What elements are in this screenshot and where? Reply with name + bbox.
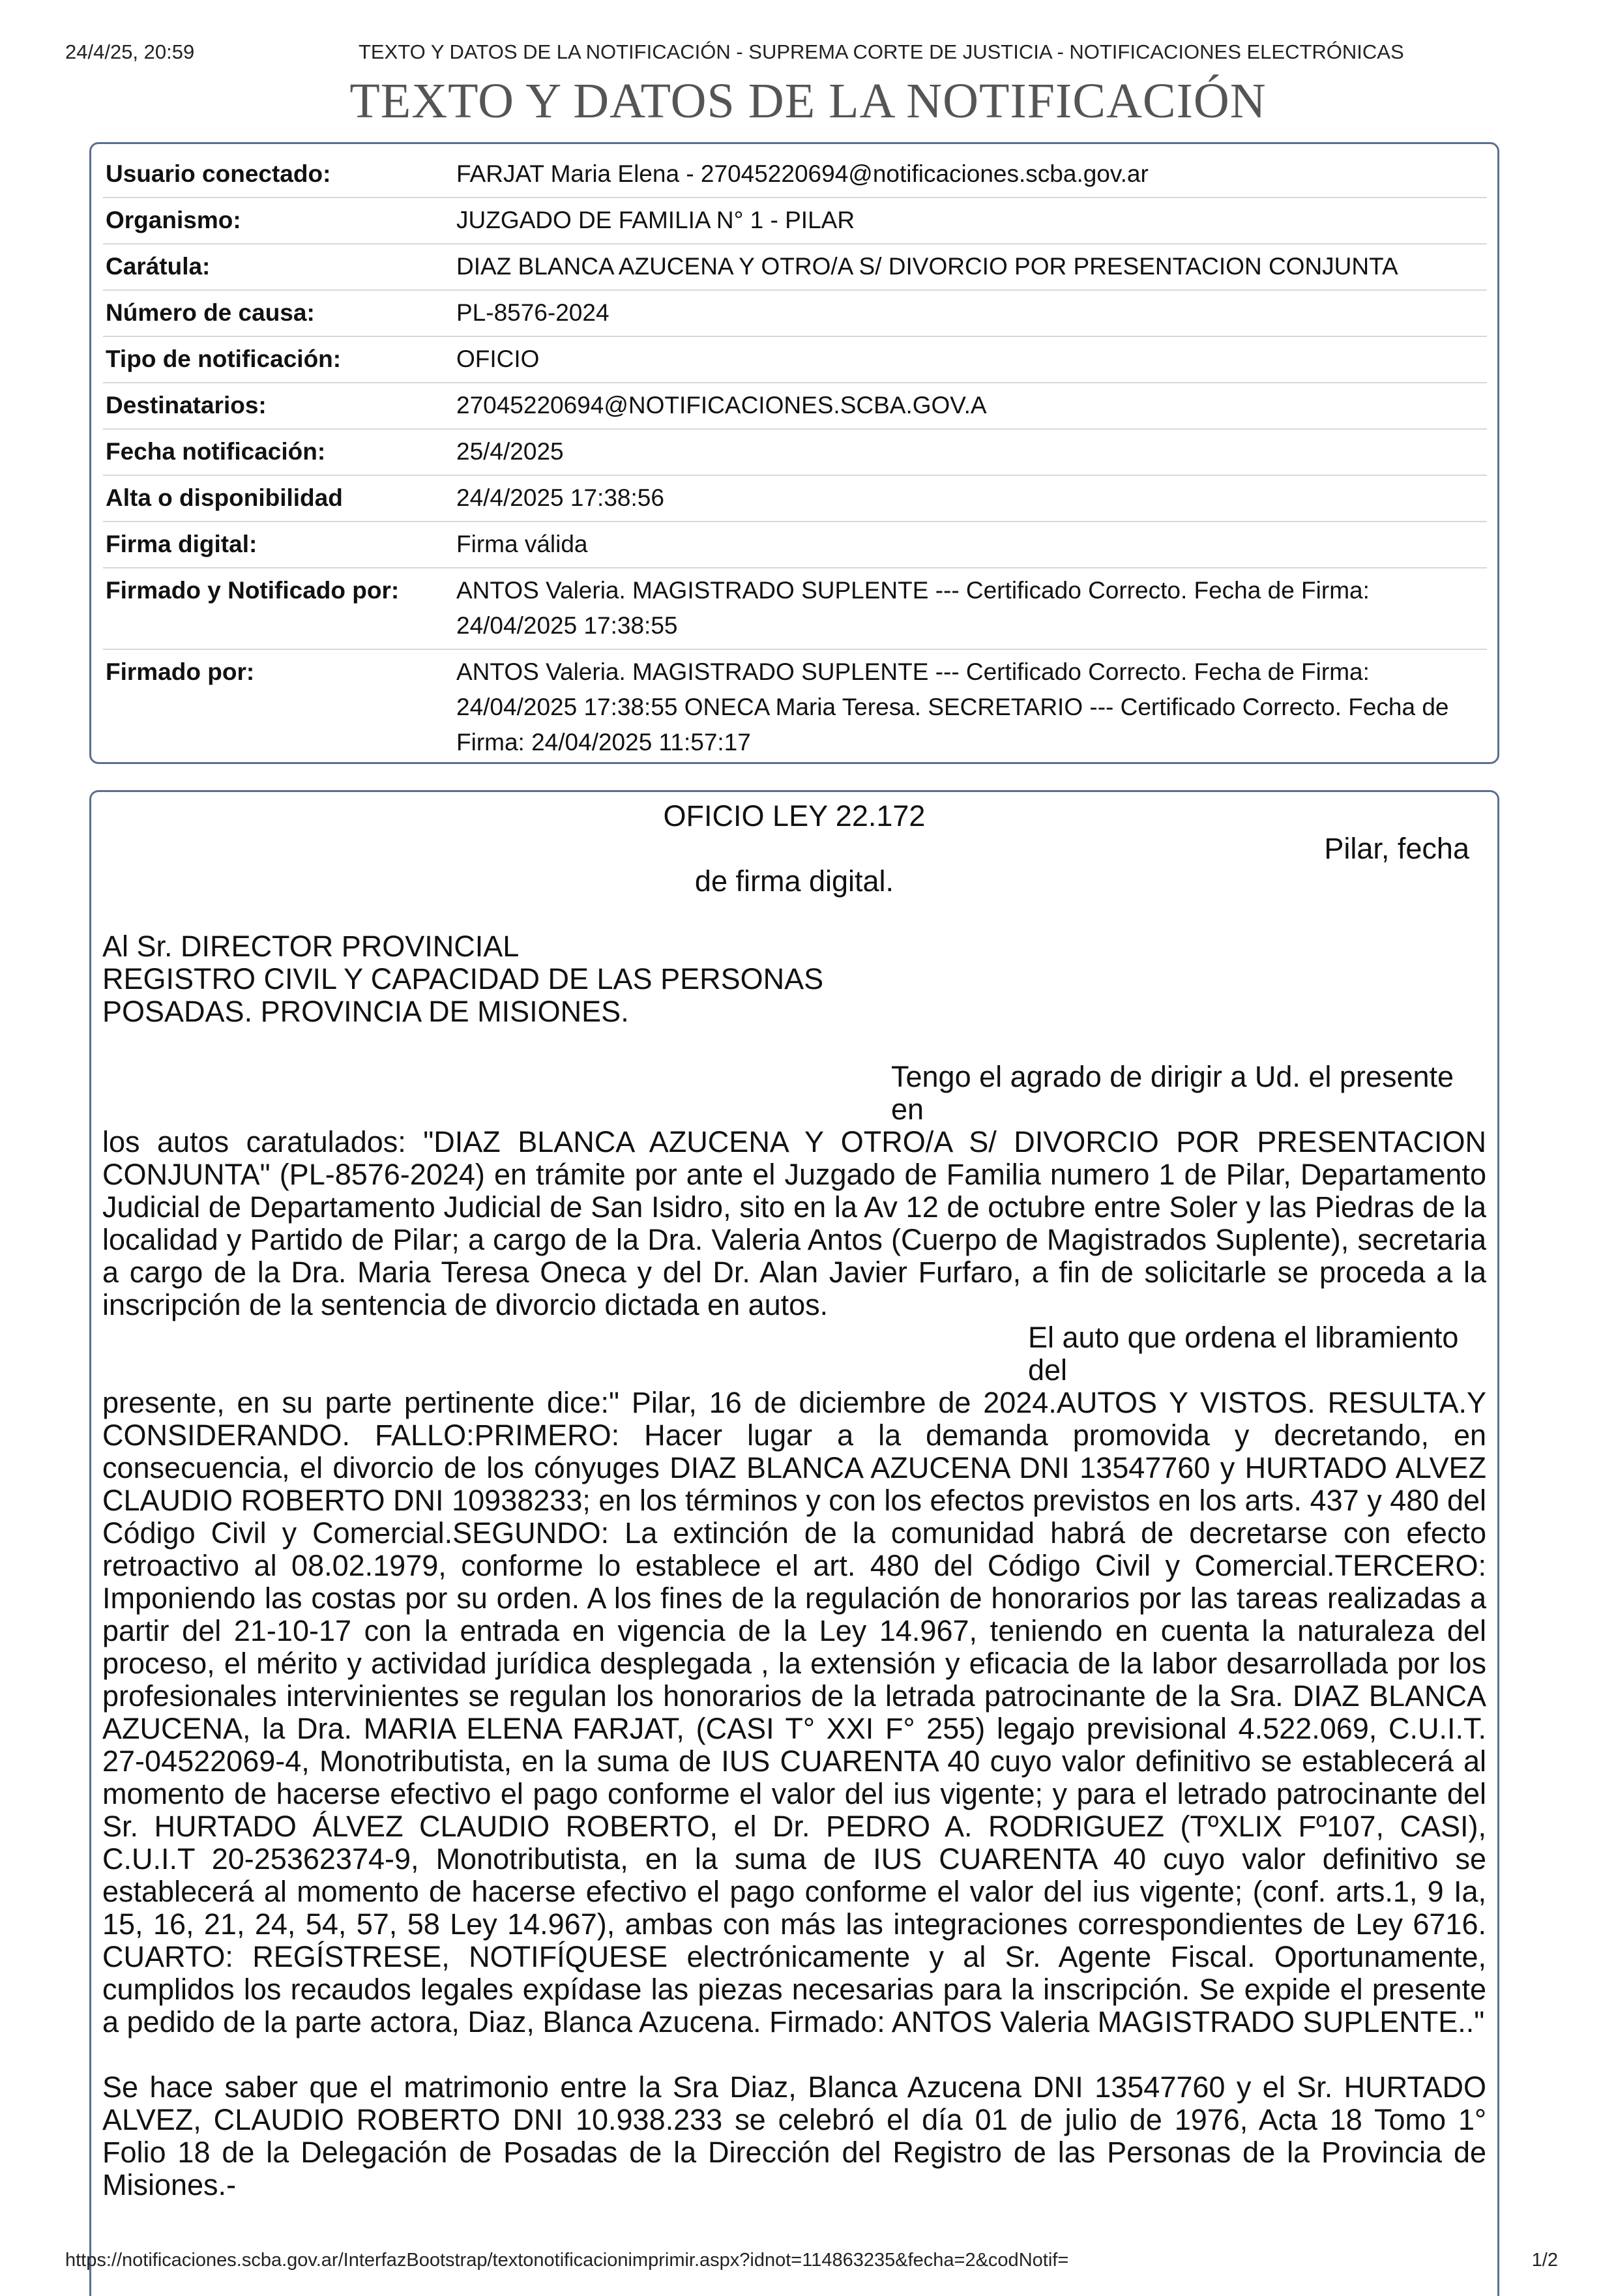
- info-label: Carátula:: [103, 244, 454, 290]
- info-row-destinatarios: [103, 383, 1487, 429]
- addressee-line: REGISTRO CIVIL Y CAPACIDAD DE LAS PERSONAS: [102, 962, 824, 995]
- page-number: 1/2: [1531, 2250, 1558, 2271]
- print-footer: [65, 2250, 1558, 2276]
- place-date-line-2: de firma digital.: [694, 864, 894, 898]
- paragraph-3: Se hace saber que el matrimonio entre la Sra Diaz, Blanca Azucena DNI 13547760 y el Sr. HURTADO ALVEZ, CLAUDIO ROBERTO DNI 10.938.233 se celebró el día 01 de julio de 1976, Acta 18 Tomo 1° Folio 18 de la Delegación de Posadas de la Dirección del Registro de las Personas de la Provincia de Misiones.-: [102, 2070, 1486, 2201]
- info-value: ANTOS Valeria. MAGISTRADO SUPLENTE --- Certificado Correcto. Fecha de Firma: 24/04/2025 17:38:55: [454, 568, 1487, 649]
- info-row-caratula: [103, 244, 1487, 290]
- info-value: 25/4/2025: [454, 429, 1487, 475]
- page-url: https://notificaciones.scba.gov.ar/InterfazBootstrap/textonotificacionimprimir.aspx?idnot=114863235&fecha=2&codNotif=: [65, 2250, 1069, 2271]
- print-header: [65, 40, 1558, 66]
- info-row-fecha: [103, 429, 1487, 475]
- info-label: Organismo:: [103, 198, 454, 244]
- info-value: ANTOS Valeria. MAGISTRADO SUPLENTE --- Certificado Correcto. Fecha de Firma: 24/04/2025 17:38:55 ONECA Maria Teresa. SECRETARIO --- Certificado Correcto. Fecha de Firma: 24/04/2025 11:57:17: [456, 658, 1449, 756]
- paragraph-1-body: los autos caratulados: "DIAZ BLANCA AZUCENA Y OTRO/A S/ DIVORCIO POR PRESENTACION CONJUNTA" (PL-8576-2024) en trámite por ante el Juzgado de Familia numero 1 de Pilar, Departamento Judicial de Departamento Judicial de San Isidro, sito en la Av 12 de octubre entre Soler y las Piedras de la localidad y Partido de Pilar; a cargo de la Dra. Valeria Antos (Cuerpo de Magistrados Suplente), secretaria a cargo de la Dra. Maria Teresa Oneca y del Dr. Alan Javier Furfaro, a fin de solicitarle se proceda a la inscripción de la sentencia de divorcio dictada en autos.: [102, 1125, 1486, 1321]
- info-label: Tipo de notificación:: [103, 336, 454, 383]
- paragraph-2-body: presente, en su parte pertinente dice:" Pilar, 16 de diciembre de 2024.AUTOS Y VISTOS. RESULTA.Y CONSIDERANDO. FALLO:PRIMERO: Hacer lugar a la demanda promovida y decretando, en consecuencia, el divorcio de los cónyuges DIAZ BLANCA AZUCENA DNI 13547760 y HURTADO ALVEZ CLAUDIO ROBERTO DNI 10938233; en los términos y con los efectos previstos en los arts. 437 y 480 del Código Civil y Comercial.SEGUNDO: La extinción de la comunidad habrá de decretarse con efecto retroactivo al 08.02.1979, conforme lo establece el art. 480 del Código Civil y Comercial.TERCERO: Imponiendo las costas por su orden. A los fines de la regulación de honorarios por las tareas realizadas a partir del 21-10-17 con la entrada en vigencia de la Ley 14.967, teniendo en cuenta la naturaleza del proceso, el mérito y actividad jurídica desplegada , la extensión y eficacia de la labor desarrollada por los profesionales intervinientes se regulan los honorarios de la letrada patrocinante de la Sra. DIAZ BLANCA AZUCENA, la Dra. MARIA ELENA FARJAT, (CASI T° XXI F° 255) legajo previsional 4.522.069, C.U.I.T. 27-04522069-4, Monotributista, en la suma de IUS CUARENTA 40 cuyo valor definitivo se establecerá al momento de hacerse efectivo el pago conforme el valor del ius vigente; y para el letrado patrocinante del Sr. HURTADO ÁLVEZ CLAUDIO ROBERTO, el Dr. PEDRO A. RODRIGUEZ (TºXLIX Fº107, CASI), C.U.I.T 20-25362374-9, Monotributista, en la suma de IUS CUARENTA 40 cuyo valor definitivo se establecerá al momento de hacerse efectivo el pago conforme el valor del ius vigente; (conf. arts.1, 9 Ia, 15, 16, 21, 24, 54, 57, 58 Ley 14.967), ambas con más las integraciones correspondientes de Ley 6716. CUARTO: REGÍSTRESE, NOTIFÍQUESE electrónicamente y al Sr. Agente Fiscal. Oportunamente, cumplidos los recaudos legales expídase las piezas necesarias para la inscripción. Se expide el presente a pedido de la parte actora, Diaz, Blanca Azucena. Firmado: ANTOS Valeria MAGISTRADO SUPLENTE..": [102, 1386, 1486, 2038]
- document-body: [102, 800, 1486, 2201]
- info-value: 27045220694@NOTIFICACIONES.SCBA.GOV.A: [454, 383, 1487, 429]
- info-label: Firma digital:: [103, 522, 454, 568]
- place-date-line-1: Pilar, fecha: [1324, 832, 1469, 865]
- info-row-alta: [103, 475, 1487, 522]
- info-value: DIAZ BLANCA AZUCENA Y OTRO/A S/ DIVORCIO POR PRESENTACION CONJUNTA: [454, 244, 1487, 290]
- info-row-firma-digital: [103, 522, 1487, 568]
- info-row-organismo: [103, 198, 1487, 244]
- addressee-line: Al Sr. DIRECTOR PROVINCIAL: [102, 930, 520, 963]
- info-row-firmado-por: [103, 649, 1487, 765]
- info-row-tipo: [103, 336, 1487, 383]
- info-label: Fecha notificación:: [103, 429, 454, 475]
- page-title: TEXTO Y DATOS DE LA NOTIFICACIÓN: [349, 74, 1267, 128]
- paragraph-2-lead: El auto que ordena el libramiento del: [1028, 1321, 1459, 1387]
- info-label: Firmado por:: [106, 658, 255, 685]
- addressee-line: POSADAS. PROVINCIA DE MISIONES.: [102, 995, 629, 1028]
- info-value: Firma válida: [454, 522, 1487, 568]
- notification-text-panel: [89, 790, 1499, 2296]
- info-label: Usuario conectado:: [103, 152, 454, 198]
- paragraph-1-lead: Tengo el agrado de dirigir a Ud. el presente en: [891, 1060, 1454, 1126]
- info-label: Alta o disponibilidad: [103, 475, 454, 522]
- info-label: Destinatarios:: [103, 383, 454, 429]
- info-row-numero-causa: [103, 290, 1487, 336]
- info-value: JUZGADO DE FAMILIA N° 1 - PILAR: [454, 198, 1487, 244]
- notification-info-table: [103, 152, 1487, 765]
- info-row-firmado-notificado: [103, 568, 1487, 649]
- info-value: PL-8576-2024: [454, 290, 1487, 336]
- print-datetime: 24/4/25, 20:59: [65, 40, 195, 63]
- info-row-usuario: [103, 152, 1487, 198]
- info-value: OFICIO: [454, 336, 1487, 383]
- info-value: 24/4/2025 17:38:56: [454, 475, 1487, 522]
- document-heading: OFICIO LEY 22.172: [663, 799, 926, 832]
- info-label: Número de causa:: [103, 290, 454, 336]
- print-header-title: TEXTO Y DATOS DE LA NOTIFICACIÓN - SUPREMA CORTE DE JUSTICIA - NOTIFICACIONES ELECTRÓNICAS: [359, 40, 1404, 63]
- notification-info-panel: [89, 142, 1499, 764]
- info-label: Firmado y Notificado por:: [103, 568, 454, 649]
- info-value: FARJAT Maria Elena - 27045220694@notificaciones.scba.gov.ar: [454, 152, 1487, 198]
